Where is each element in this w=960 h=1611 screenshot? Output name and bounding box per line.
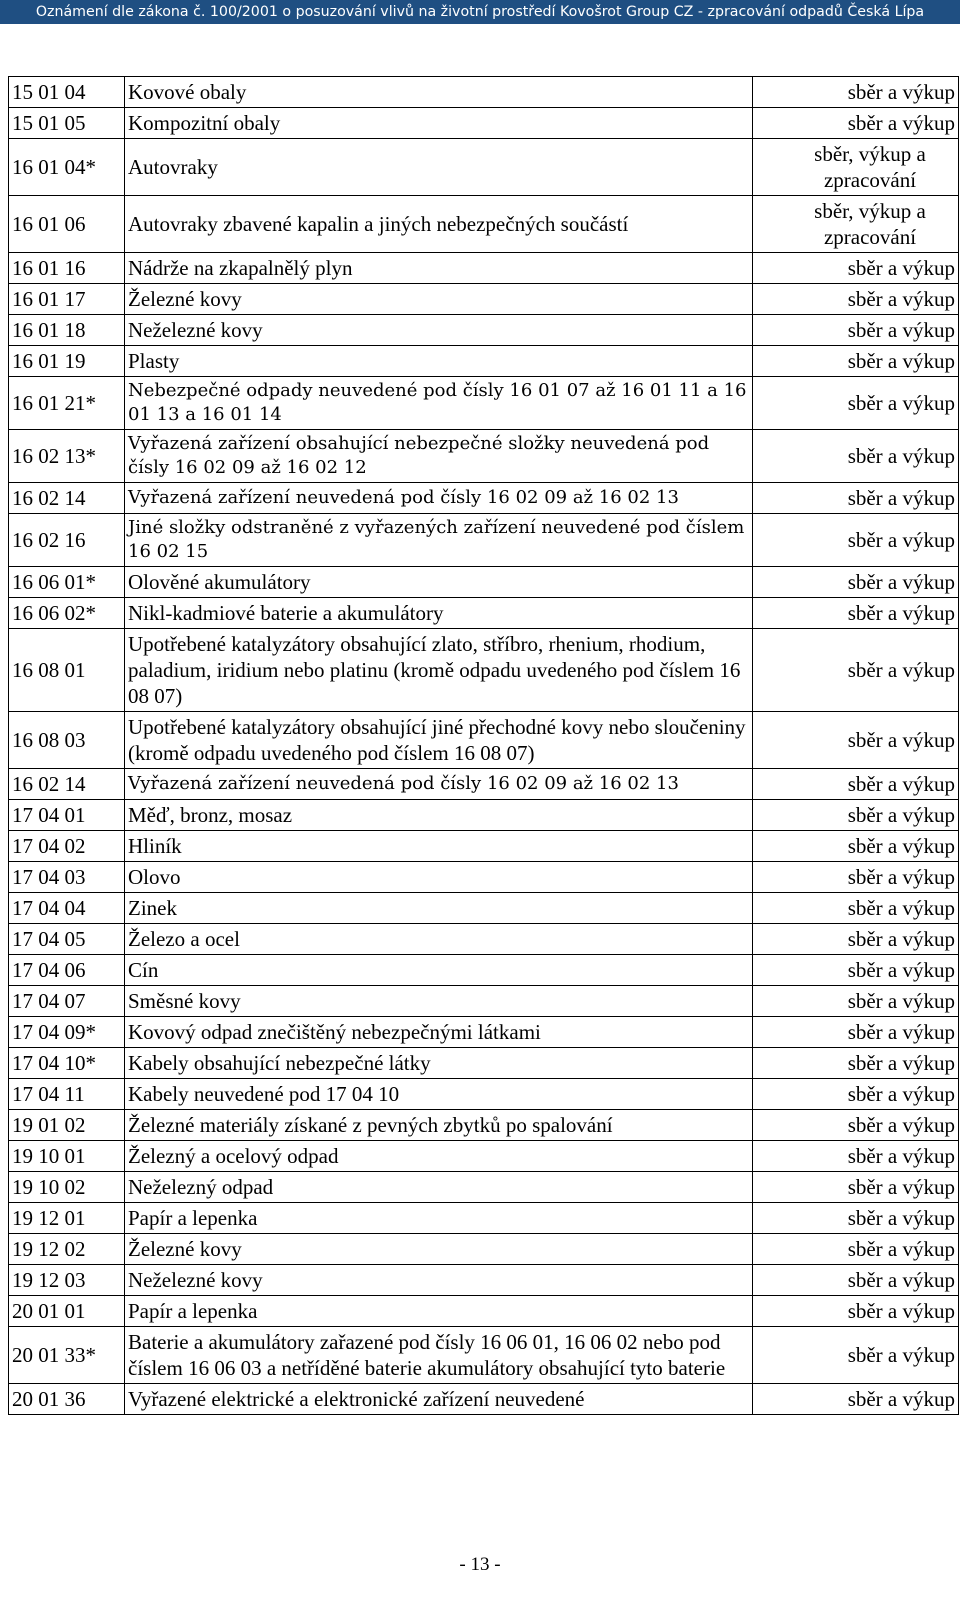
- waste-code-cell: 16 08 03: [9, 712, 125, 769]
- waste-code-cell: 19 12 02: [9, 1234, 125, 1265]
- table-row: [9, 712, 959, 769]
- table-row: [9, 1172, 959, 1203]
- activity-cell: sběr a výkup: [753, 77, 959, 108]
- waste-name-cell: Kabely obsahující nebezpečné látky: [125, 1048, 753, 1079]
- activity-cell: sběr a výkup: [753, 514, 959, 567]
- waste-name-cell: Baterie a akumulátory zařazené pod čísly 16 06 01, 16 06 02 nebo pod číslem 16 06 03 a netříděné baterie akumulátory obsahující tyto baterie: [125, 1327, 753, 1384]
- table-body: [9, 77, 959, 1415]
- activity-label: sběr, výkup a zpracování: [814, 199, 926, 249]
- waste-code-cell: 16 02 14: [9, 769, 125, 800]
- table-row: [9, 1203, 959, 1234]
- activity-cell: sběr a výkup: [753, 1296, 959, 1327]
- activity-cell: sběr a výkup: [753, 1234, 959, 1265]
- activity-cell: sběr a výkup: [753, 598, 959, 629]
- waste-code-cell: 16 02 14: [9, 483, 125, 514]
- table-row: [9, 800, 959, 831]
- table-row: [9, 430, 959, 483]
- table-row: [9, 253, 959, 284]
- table-row: [9, 377, 959, 430]
- waste-code-cell: 20 01 01: [9, 1296, 125, 1327]
- waste-name-cell: Upotřebené katalyzátory obsahující jiné přechodné kovy nebo sloučeniny (kromě odpadu uvedeného pod číslem 16 08 07): [125, 712, 753, 769]
- waste-name-cell: Směsné kovy: [125, 986, 753, 1017]
- table-row: [9, 1079, 959, 1110]
- waste-code-cell: 16 02 16: [9, 514, 125, 567]
- table-row: [9, 1048, 959, 1079]
- waste-name-cell: Neželezné kovy: [125, 315, 753, 346]
- waste-code-cell: 19 12 01: [9, 1203, 125, 1234]
- waste-code-cell: 16 08 01: [9, 629, 125, 712]
- waste-name-cell: Vyřazená zařízení obsahující nebezpečné složky neuvedená pod čísly 16 02 09 až 16 02 12: [125, 430, 753, 483]
- waste-name-cell: Vyřazená zařízení neuvedená pod čísly 16 02 09 až 16 02 13: [125, 769, 753, 800]
- waste-name-cell: Papír a lepenka: [125, 1296, 753, 1327]
- waste-name-cell: Cín: [125, 955, 753, 986]
- waste-name-cell: Olověné akumulátory: [125, 567, 753, 598]
- table-row: [9, 955, 959, 986]
- activity-cell: sběr a výkup: [753, 1079, 959, 1110]
- activity-cell: sběr a výkup: [753, 769, 959, 800]
- table-row: [9, 514, 959, 567]
- table-row: [9, 1110, 959, 1141]
- table-row: [9, 862, 959, 893]
- waste-code-cell: 16 01 17: [9, 284, 125, 315]
- table-row: [9, 1265, 959, 1296]
- table-row: [9, 769, 959, 800]
- activity-cell: sběr a výkup: [753, 712, 959, 769]
- waste-name-cell: Jiné složky odstraněné z vyřazených zařízení neuvedené pod číslem 16 02 15: [125, 514, 753, 567]
- waste-code-cell: 16 01 19: [9, 346, 125, 377]
- table-row: [9, 1017, 959, 1048]
- waste-name-cell: Železo a ocel: [125, 924, 753, 955]
- waste-name-cell: Autovraky zbavené kapalin a jiných nebezpečných součástí: [125, 196, 753, 253]
- activity-cell: sběr a výkup: [753, 430, 959, 483]
- waste-name-cell: Železné kovy: [125, 1234, 753, 1265]
- activity-cell: sběr a výkup: [753, 483, 959, 514]
- table-row: [9, 284, 959, 315]
- waste-name-cell: Nebezpečné odpady neuvedené pod čísly 16 01 07 až 16 01 11 a 16 01 13 a 16 01 14: [125, 377, 753, 430]
- waste-name-cell: Vyřazené elektrické a elektronické zařízení neuvedené: [125, 1384, 753, 1415]
- waste-code-cell: 16 02 13*: [9, 430, 125, 483]
- activity-cell: sběr a výkup: [753, 1141, 959, 1172]
- waste-name-cell: Nikl-kadmiové baterie a akumulátory: [125, 598, 753, 629]
- waste-code-cell: 16 06 02*: [9, 598, 125, 629]
- waste-code-cell: 17 04 06: [9, 955, 125, 986]
- activity-cell: sběr a výkup: [753, 346, 959, 377]
- waste-name-cell: Neželezné kovy: [125, 1265, 753, 1296]
- table-row: [9, 1384, 959, 1415]
- activity-cell: sběr a výkup: [753, 567, 959, 598]
- table-row: [9, 77, 959, 108]
- activity-cell: sběr a výkup: [753, 800, 959, 831]
- waste-code-cell: 17 04 10*: [9, 1048, 125, 1079]
- waste-code-cell: 17 04 03: [9, 862, 125, 893]
- waste-code-cell: 17 04 11: [9, 1079, 125, 1110]
- waste-name-cell: Železné kovy: [125, 284, 753, 315]
- waste-code-cell: 19 10 01: [9, 1141, 125, 1172]
- activity-cell: sběr a výkup: [753, 862, 959, 893]
- activity-cell: sběr a výkup: [753, 1203, 959, 1234]
- waste-name-cell: Kovový odpad znečištěný nebezpečnými látkami: [125, 1017, 753, 1048]
- activity-cell: sběr a výkup: [753, 1048, 959, 1079]
- waste-code-cell: 20 01 36: [9, 1384, 125, 1415]
- table-row: [9, 1327, 959, 1384]
- waste-name-cell: Vyřazená zařízení neuvedená pod čísly 16 02 09 až 16 02 13: [125, 483, 753, 514]
- waste-name-cell: Neželezný odpad: [125, 1172, 753, 1203]
- activity-cell: [753, 139, 959, 196]
- table-row: [9, 196, 959, 253]
- waste-code-cell: 17 04 04: [9, 893, 125, 924]
- table-row: [9, 893, 959, 924]
- activity-cell: [753, 196, 959, 253]
- activity-cell: sběr a výkup: [753, 1384, 959, 1415]
- waste-name-cell: Upotřebené katalyzátory obsahující zlato, stříbro, rhenium, rhodium, paladium, iridium nebo platinu (kromě odpadu uvedeného pod číslem 16 08 07): [125, 629, 753, 712]
- waste-name-cell: Železné materiály získané z pevných zbytků po spalování: [125, 1110, 753, 1141]
- waste-name-cell: Nádrže na zkapalnělý plyn: [125, 253, 753, 284]
- table-row: [9, 986, 959, 1017]
- waste-code-cell: 15 01 04: [9, 77, 125, 108]
- activity-cell: sběr a výkup: [753, 924, 959, 955]
- activity-cell: sběr a výkup: [753, 893, 959, 924]
- activity-cell: sběr a výkup: [753, 315, 959, 346]
- table-row: [9, 924, 959, 955]
- activity-cell: sběr a výkup: [753, 831, 959, 862]
- table-row: [9, 1141, 959, 1172]
- table-row: [9, 139, 959, 196]
- waste-code-cell: 17 04 09*: [9, 1017, 125, 1048]
- waste-code-cell: 17 04 05: [9, 924, 125, 955]
- table-row: [9, 598, 959, 629]
- waste-code-cell: 16 01 18: [9, 315, 125, 346]
- table-row: [9, 567, 959, 598]
- waste-name-cell: Papír a lepenka: [125, 1203, 753, 1234]
- activity-cell: sběr a výkup: [753, 253, 959, 284]
- table-row: [9, 315, 959, 346]
- waste-code-cell: 19 10 02: [9, 1172, 125, 1203]
- waste-code-cell: 17 04 07: [9, 986, 125, 1017]
- activity-cell: sběr a výkup: [753, 1017, 959, 1048]
- waste-name-cell: Kabely neuvedené pod 17 04 10: [125, 1079, 753, 1110]
- activity-cell: sběr a výkup: [753, 955, 959, 986]
- waste-code-cell: 16 01 06: [9, 196, 125, 253]
- header-title: Oznámení dle zákona č. 100/2001 o posuzování vlivů na životní prostředí Kovošrot Group CZ - zpracování odpadů Česká Lípa: [35, 4, 925, 20]
- waste-name-cell: Měď, bronz, mosaz: [125, 800, 753, 831]
- table-row: [9, 346, 959, 377]
- waste-code-cell: 16 01 16: [9, 253, 125, 284]
- table-row: [9, 108, 959, 139]
- activity-cell: sběr a výkup: [753, 1327, 959, 1384]
- activity-cell: sběr a výkup: [753, 1265, 959, 1296]
- activity-cell: sběr a výkup: [753, 1110, 959, 1141]
- waste-name-cell: Zinek: [125, 893, 753, 924]
- table-row: [9, 629, 959, 712]
- waste-code-cell: 19 01 02: [9, 1110, 125, 1141]
- waste-code-cell: 17 04 01: [9, 800, 125, 831]
- waste-name-cell: Plasty: [125, 346, 753, 377]
- table-row: [9, 483, 959, 514]
- waste-name-cell: Kovové obaly: [125, 77, 753, 108]
- waste-name-cell: Kompozitní obaly: [125, 108, 753, 139]
- waste-name-cell: Hliník: [125, 831, 753, 862]
- waste-code-cell: 16 01 21*: [9, 377, 125, 430]
- waste-code-cell: 19 12 03: [9, 1265, 125, 1296]
- document-header: [0, 0, 960, 24]
- table-row: [9, 1234, 959, 1265]
- waste-name-cell: Železný a ocelový odpad: [125, 1141, 753, 1172]
- waste-name-cell: Autovraky: [125, 139, 753, 196]
- table-row: [9, 1296, 959, 1327]
- activity-cell: sběr a výkup: [753, 377, 959, 430]
- waste-name-cell: Olovo: [125, 862, 753, 893]
- waste-code-cell: 16 06 01*: [9, 567, 125, 598]
- activity-cell: sběr a výkup: [753, 108, 959, 139]
- activity-cell: sběr a výkup: [753, 986, 959, 1017]
- waste-code-cell: 17 04 02: [9, 831, 125, 862]
- page-number: - 13 -: [459, 1554, 501, 1575]
- activity-cell: sběr a výkup: [753, 629, 959, 712]
- waste-catalogue-table: [8, 76, 959, 1415]
- activity-cell: sběr a výkup: [753, 284, 959, 315]
- waste-code-cell: 16 01 04*: [9, 139, 125, 196]
- activity-label: sběr, výkup a zpracování: [814, 142, 926, 192]
- activity-cell: sběr a výkup: [753, 1172, 959, 1203]
- waste-code-cell: 15 01 05: [9, 108, 125, 139]
- table-row: [9, 831, 959, 862]
- waste-code-cell: 20 01 33*: [9, 1327, 125, 1384]
